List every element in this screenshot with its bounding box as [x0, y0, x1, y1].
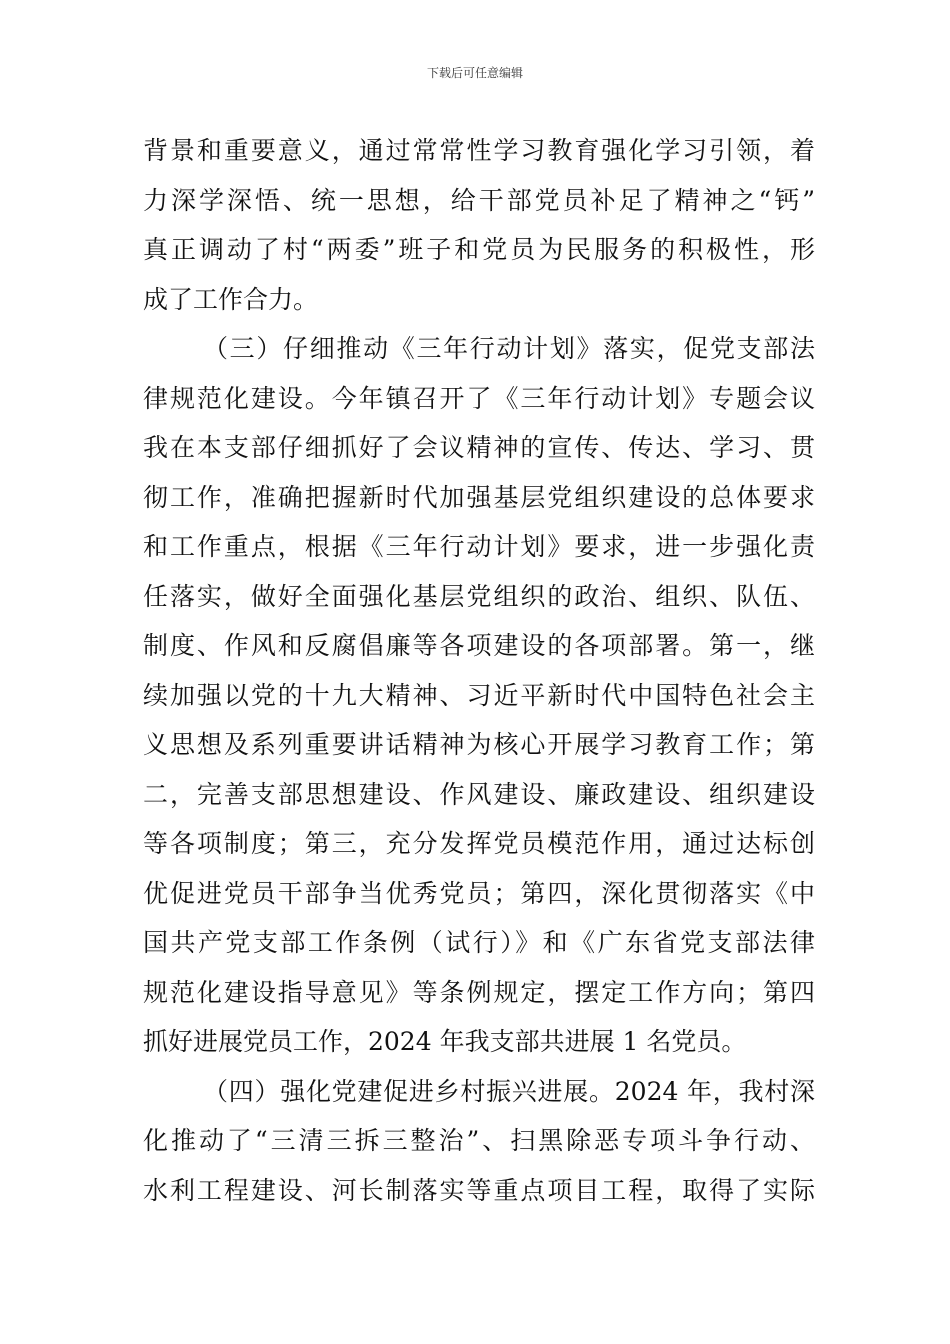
text-line-9: 和工作重点，根据《三年行动计划》要求，进一步强化责 — [143, 532, 815, 561]
text-line-3: 真正调动了村“两委”班子和党员为民服务的积极性，形 — [143, 235, 815, 264]
text-line-7: 我在本支部仔细抓好了会议精神的宣传、传达、学习、贯 — [143, 433, 815, 462]
text-line-20: （四）强化党建促进乡村振兴进展。2024 年，我村深 — [203, 1076, 815, 1106]
page-header: 下载后可任意编辑 — [426, 66, 523, 80]
text-line-13: 义思想及系列重要讲话精神为核心开展学习教育工作；第 — [143, 730, 815, 759]
text-line-18: 规范化建设指导意见》等条例规定，摆定工作方向；第四 — [143, 977, 815, 1007]
text-line-10: 任落实，做好全面强化基层党组织的政治、组织、队伍、 — [143, 581, 815, 611]
text-line-14: 二，完善支部思想建设、作风建设、廉政建设、组织建设 — [143, 779, 815, 809]
text-line-6: 律规范化建设。今年镇召开了《三年行动计划》专题会议 — [143, 383, 815, 413]
text-line-5: （三）仔细推动《三年行动计划》落实，促党支部法 — [203, 334, 815, 363]
text-line-21: 化推动了“三清三拆三整治”、扫黑除恶专项斗争行动、 — [143, 1126, 815, 1155]
text-line-2: 力深学深悟、统一思想，给干部党员补足了精神之“钙” — [143, 185, 815, 215]
text-line-4: 成了工作合力。 — [143, 284, 319, 314]
text-line-1: 背景和重要意义，通过常常性学习教育强化学习引领，着 — [143, 136, 815, 165]
text-line-17: 国共产党支部工作条例（试行）》和《广东省党支部法律 — [143, 928, 815, 957]
text-line-8: 彻工作，准确把握新时代加强基层党组织建设的总体要求 — [143, 482, 815, 512]
text-line-22: 水利工程建设、河长制落实等重点项目工程，取得了实际 — [143, 1175, 815, 1205]
text-line-19: 抓好进展党员工作，2024 年我支部共进展 1 名党员。 — [143, 1027, 747, 1056]
text-line-16: 优促进党员干部争当优秀党员；第四，深化贯彻落实《中 — [143, 878, 815, 908]
text-line-12: 续加强以党的十九大精神、习近平新时代中国特色社会主 — [143, 680, 815, 710]
text-line-15: 等各项制度；第三，充分发挥党员模范作用，通过达标创 — [143, 829, 815, 858]
document-body — [143, 126, 815, 1215]
text-line-11: 制度、作风和反腐倡廉等各项建设的各项部署。第一，继 — [143, 631, 815, 660]
